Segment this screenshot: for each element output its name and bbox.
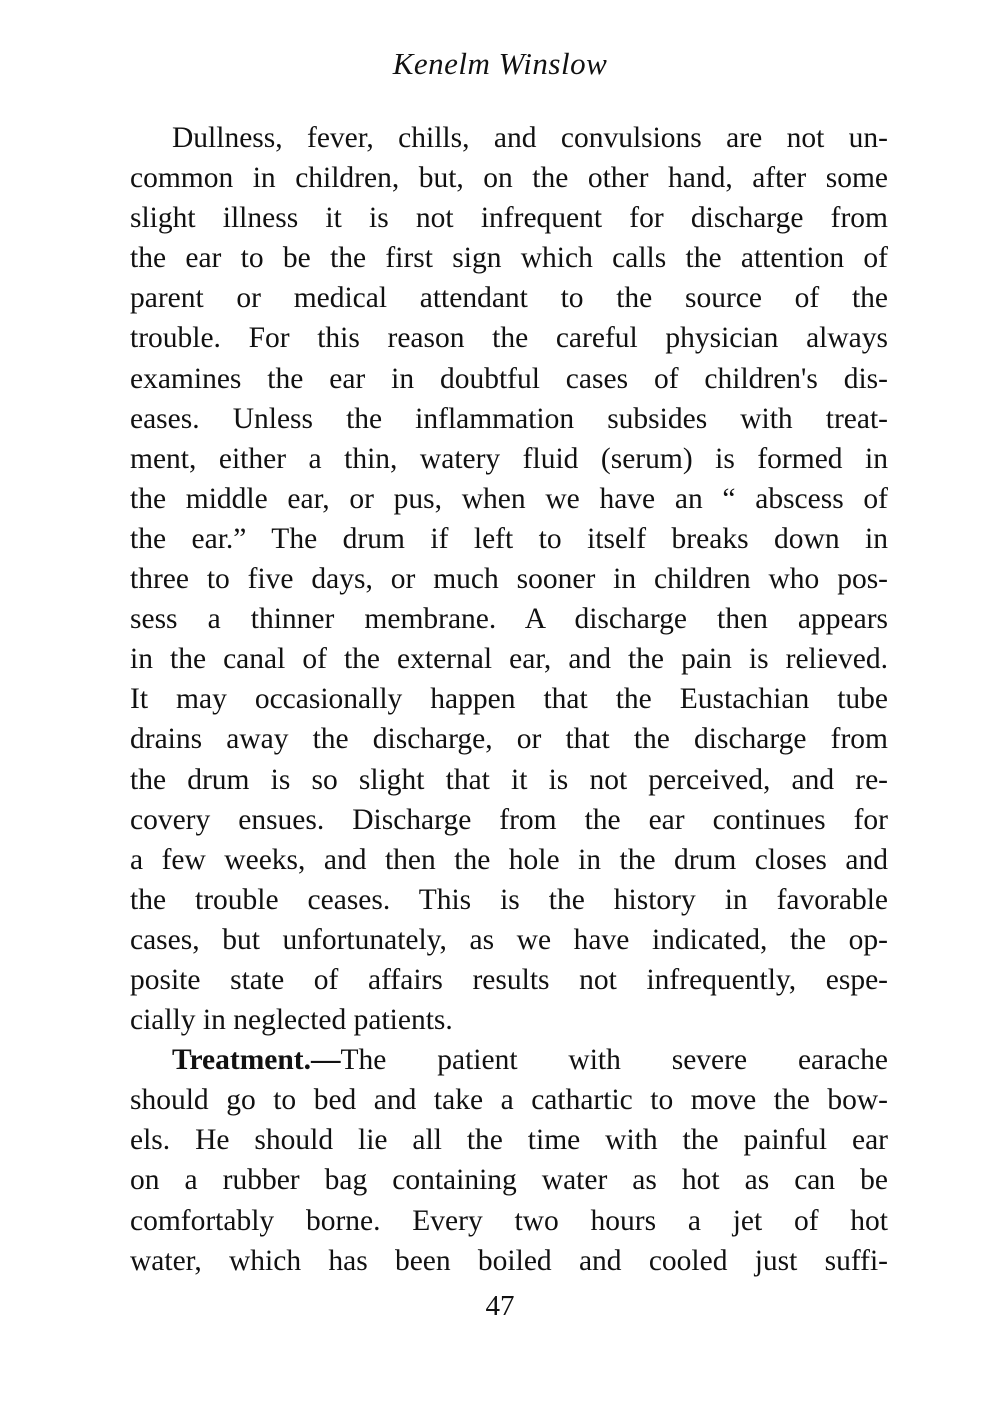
running-head: Kenelm Winslow	[392, 46, 608, 81]
page-number: 47	[485, 1290, 515, 1322]
line-text: the middle ear, or pus, when we have an “ abscess of	[130, 482, 888, 515]
paragraph	[130, 1040, 888, 1281]
text-line	[130, 840, 888, 880]
paragraph	[130, 118, 888, 1040]
text-line	[130, 679, 888, 719]
text-line	[130, 1160, 888, 1200]
line-text: cases, but unfortunately, as we have indicated, the op-	[130, 923, 888, 956]
text-line	[130, 1201, 888, 1241]
text-line	[130, 238, 888, 278]
text-line	[130, 719, 888, 759]
line-text: water, which has been boiled and cooled just suffi-	[130, 1244, 888, 1277]
line-text: parent or medical attendant to the source of the	[130, 282, 888, 315]
line-text: a few weeks, and then the hole in the drum closes and	[130, 843, 888, 876]
line-text: the ear.” The drum if left to itself breaks down in	[130, 522, 888, 555]
text-line	[130, 318, 888, 358]
line-text: trouble. For this reason the careful physician always	[130, 322, 888, 355]
line-text: cially in neglected patients.	[130, 1004, 453, 1037]
text-line	[130, 399, 888, 439]
text-line	[130, 1120, 888, 1160]
text-line	[130, 1040, 888, 1080]
body-text	[130, 118, 888, 1281]
text-line	[130, 519, 888, 559]
line-text: common in children, but, on the other hand, after some	[130, 162, 888, 195]
text-line	[130, 118, 888, 158]
line-text: slight illness it is not infrequent for discharge from	[130, 202, 888, 235]
text-line	[130, 639, 888, 679]
line-text: examines the ear in doubtful cases of children's dis-	[130, 362, 888, 395]
line-text: the trouble ceases. This is the history in favorable	[130, 883, 888, 916]
text-line	[130, 800, 888, 840]
text-line	[130, 479, 888, 519]
line-text: three to five days, or much sooner in children who pos-	[130, 563, 888, 596]
text-line	[130, 439, 888, 479]
text-line	[130, 198, 888, 238]
line-text: The patient with severe earache	[340, 1044, 888, 1077]
line-text: sess a thinner membrane. A discharge then appears	[130, 603, 888, 636]
line-text: covery ensues. Discharge from the ear continues for	[130, 803, 888, 836]
text-line	[130, 1241, 888, 1281]
text-line	[130, 278, 888, 318]
text-line	[130, 559, 888, 599]
line-text: Dullness, fever, chills, and convulsions are not un-	[172, 122, 888, 154]
line-text: on a rubber bag containing water as hot as can be	[130, 1164, 888, 1197]
line-text: should go to bed and take a cathartic to move the bow-	[130, 1084, 888, 1117]
section-lead: Treatment.—	[172, 1044, 341, 1077]
text-line	[130, 359, 888, 399]
text-line	[130, 760, 888, 800]
line-text: posite state of affairs results not infrequently, espe-	[130, 963, 888, 996]
line-text: drains away the discharge, or that the discharge from	[130, 723, 888, 756]
line-text: comfortably borne. Every two hours a jet of hot	[130, 1204, 888, 1237]
line-text: the ear to be the first sign which calls the attention of	[130, 242, 888, 275]
line-text: eases. Unless the inflammation subsides with treat-	[130, 402, 888, 435]
line-text: It may occasionally happen that the Eustachian tube	[130, 683, 888, 716]
text-line	[130, 158, 888, 198]
text-line	[130, 960, 888, 1000]
text-line	[130, 1080, 888, 1120]
text-line	[130, 920, 888, 960]
text-line	[130, 1000, 888, 1040]
line-text: ment, either a thin, watery fluid (serum) is formed in	[130, 442, 888, 475]
line-text: in the canal of the external ear, and the pain is relieved.	[130, 643, 888, 676]
text-line	[130, 880, 888, 920]
line-text: the drum is so slight that it is not perceived, and re-	[130, 763, 888, 796]
text-line	[130, 599, 888, 639]
line-text: els. He should lie all the time with the painful ear	[130, 1124, 888, 1157]
